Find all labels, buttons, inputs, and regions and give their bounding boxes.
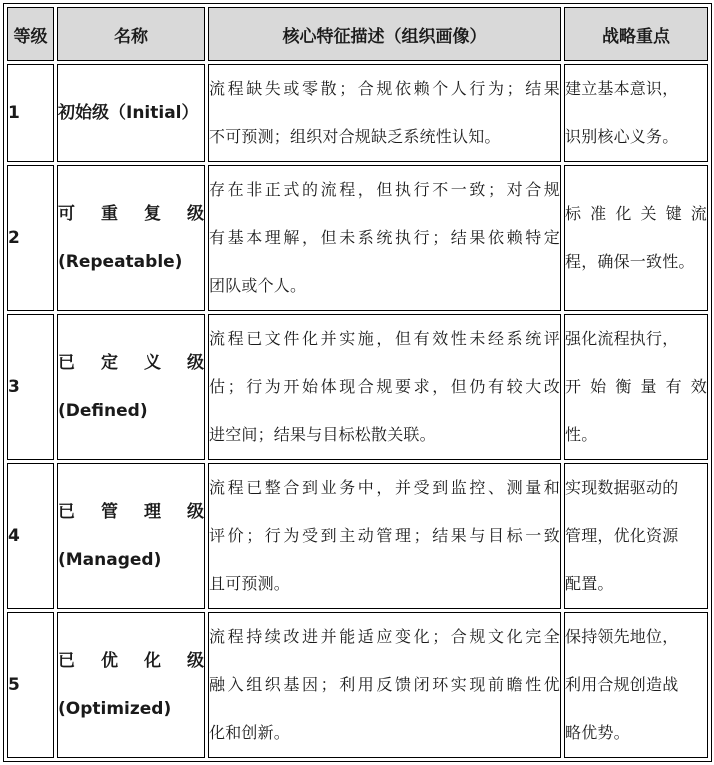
description-line: 进空间；结果与目标松散关联。 — [209, 425, 436, 444]
focus-line: 管理，优化资源 — [565, 526, 679, 545]
name-char: 优 — [101, 651, 118, 671]
focus-cell — [564, 612, 708, 758]
description-cell — [208, 314, 561, 460]
header-name: 名称 — [57, 7, 205, 61]
name-en: (Repeatable) — [58, 252, 183, 272]
table-row — [7, 612, 708, 758]
description-line: 存在非正式的流程，但执行不一致；对合规 — [209, 180, 560, 199]
name-zh — [58, 637, 204, 685]
name-char: 化 — [144, 651, 161, 671]
name-char: 重 — [101, 204, 118, 224]
description-cell — [208, 64, 561, 162]
header-focus: 战略重点 — [564, 7, 708, 61]
focus-cell — [564, 64, 708, 162]
name-cell — [57, 612, 205, 758]
focus-line: 略优势。 — [565, 723, 630, 742]
level-cell: 2 — [7, 165, 54, 311]
focus-line: 配置。 — [565, 574, 614, 593]
description-cell — [208, 612, 561, 758]
table-row — [7, 165, 708, 311]
name-char: 已 — [58, 651, 75, 671]
name-zh — [58, 488, 204, 536]
focus-line: 程，确保一致性。 — [565, 252, 695, 271]
name-char: 义 — [144, 353, 161, 373]
level-cell: 4 — [7, 463, 54, 609]
name-char: 管 — [101, 502, 118, 522]
focus-line: 建立基本意识， — [565, 79, 679, 98]
focus-line: 保持领先地位， — [565, 627, 679, 646]
description-line: 有基本理解，但未系统执行；结果依赖特定 — [209, 228, 560, 247]
description-line: 流程已文件化并实施，但有效性未经系统评 — [209, 329, 560, 348]
name-char: 级 — [187, 502, 204, 522]
focus-cell — [564, 314, 708, 460]
level-cell: 1 — [7, 64, 54, 162]
description-line: 融入组织基因；利用反馈闭环实现前瞻性优 — [209, 675, 560, 694]
focus-line: 性。 — [565, 425, 598, 444]
name-char: 级 — [187, 204, 204, 224]
table-row — [7, 314, 708, 460]
name-en: (Managed) — [58, 550, 162, 570]
description-line: 且可预测。 — [209, 574, 291, 593]
name-cell — [57, 314, 205, 460]
name-en: (Defined) — [58, 401, 148, 421]
name-char: 级 — [187, 651, 204, 671]
name-char: 已 — [58, 353, 75, 373]
focus-line: 利用合规创造战 — [565, 675, 679, 694]
name-zh — [58, 339, 204, 387]
description-line: 估；行为开始体现合规要求，但仍有较大改 — [209, 377, 560, 396]
maturity-model-table — [3, 3, 712, 762]
name-cell — [57, 165, 205, 311]
table-row — [7, 463, 708, 609]
focus-cell — [564, 463, 708, 609]
name-zh: 初始级（Initial） — [58, 103, 199, 123]
description-line: 化和创新。 — [209, 723, 291, 742]
name-char: 可 — [58, 204, 75, 224]
name-zh — [58, 190, 204, 238]
focus-line: 标准化关键流 — [565, 204, 707, 223]
header-level: 等级 — [7, 7, 54, 61]
table-header-row — [7, 7, 708, 61]
description-line: 流程持续改进并能适应变化；合规文化完全 — [209, 627, 560, 646]
name-char: 已 — [58, 502, 75, 522]
description-cell — [208, 165, 561, 311]
table-row — [7, 64, 708, 162]
description-line: 评价；行为受到主动管理；结果与目标一致 — [209, 526, 560, 545]
description-cell — [208, 463, 561, 609]
focus-line: 强化流程执行， — [565, 329, 679, 348]
name-char: 复 — [144, 204, 161, 224]
level-cell: 3 — [7, 314, 54, 460]
header-description: 核心特征描述（组织画像） — [208, 7, 561, 61]
name-char: 定 — [101, 353, 118, 373]
focus-line: 识别核心义务。 — [565, 127, 679, 146]
focus-line: 开始衡量有效 — [565, 377, 707, 396]
level-cell: 5 — [7, 612, 54, 758]
name-char: 理 — [144, 502, 161, 522]
description-line: 流程已整合到业务中，并受到监控、测量和 — [209, 478, 560, 497]
focus-cell — [564, 165, 708, 311]
name-en: (Optimized) — [58, 699, 172, 719]
name-char: 级 — [187, 353, 204, 373]
description-line: 团队或个人。 — [209, 276, 307, 295]
focus-line: 实现数据驱动的 — [565, 478, 679, 497]
description-line: 不可预测；组织对合规缺乏系统性认知。 — [209, 127, 501, 146]
name-cell — [57, 64, 205, 162]
name-cell — [57, 463, 205, 609]
description-line: 流程缺失或零散；合规依赖个人行为；结果 — [209, 79, 560, 98]
